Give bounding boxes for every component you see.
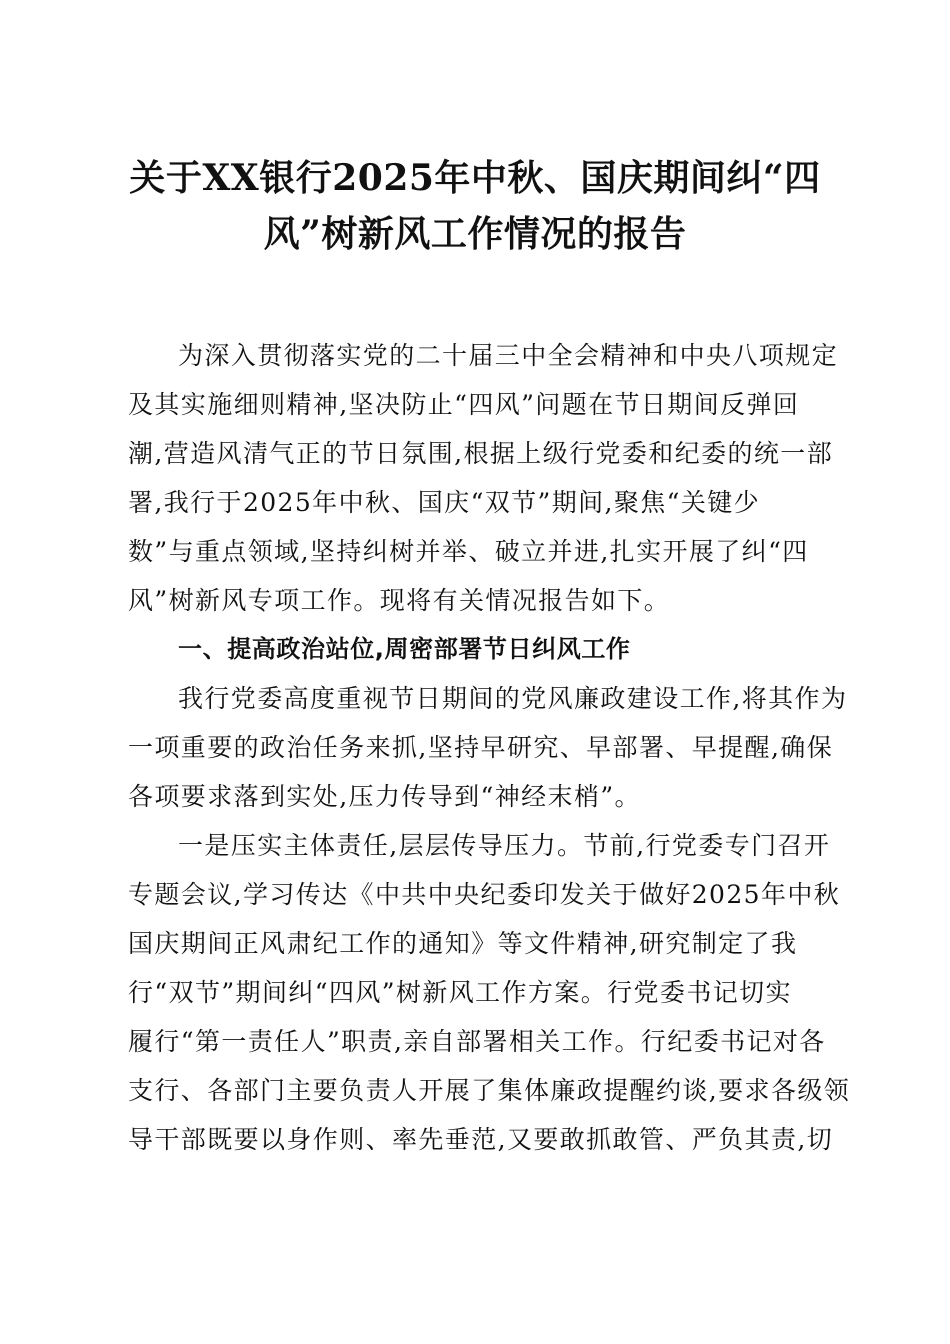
title-line-1: 关于XX银行2025年中秋、国庆期间纠“四 <box>129 157 821 199</box>
section-heading-1: 一、提高政治站位,周密部署节日纠风工作 <box>178 635 631 663</box>
paragraph-3-line-7: 导干部既要以身作则、率先垂范,又要敢抓敢管、严负其责,切 <box>128 1125 834 1154</box>
paragraph-3-line-4: 行“双节”期间纠“四风”树新风工作方案。行党委书记切实 <box>128 978 792 1007</box>
document-title <box>120 150 830 262</box>
paragraph-2-line-1: 我行党委高度重视节日期间的党风廉政建设工作,将其作为 <box>178 684 848 713</box>
paragraph-1-line-2: 及其实施细则精神,坚决防止“四风”问题在节日期间反弹回 <box>128 390 800 419</box>
paragraph-3-line-2: 专题会议,学习传达《中共中央纪委印发关于做好2025年中秋 <box>128 880 841 909</box>
paragraph-3-line-1: 一是压实主体责任,层层传导压力。节前,行党委专门召开 <box>178 831 831 860</box>
paragraph-2-line-2: 一项重要的政治任务来抓,坚持早研究、早部署、早提醒,确保 <box>128 733 834 762</box>
paragraph-2-line-3: 各项要求落到实处,压力传导到“神经末梢”。 <box>128 782 641 811</box>
paragraph-1-line-5: 数”与重点领域,坚持纠树并举、破立并进,扎实开展了纠“四 <box>128 537 809 566</box>
paragraph-1-line-1: 为深入贯彻落实党的二十届三中全会精神和中央八项规定 <box>178 341 839 370</box>
paragraph-3-line-5: 履行“第一责任人”职责,亲自部署相关工作。行纪委书记对各 <box>128 1027 826 1056</box>
document-body <box>128 331 851 1164</box>
paragraph-3-line-6: 支行、各部门主要负责人开展了集体廉政提醒约谈,要求各级领 <box>128 1076 851 1105</box>
title-line-2: 风”树新风工作情况的报告 <box>263 213 687 255</box>
paragraph-1-line-4: 署,我行于2025年中秋、国庆“双节”期间,聚焦“关键少 <box>128 488 761 517</box>
paragraph-1-line-3: 潮,营造风清气正的节日氛围,根据上级行党委和纪委的统一部 <box>128 439 834 468</box>
paragraph-1-line-6: 风”树新风专项工作。现将有关情况报告如下。 <box>128 586 671 615</box>
paragraph-3-line-3: 国庆期间正风肃纪工作的通知》等文件精神,研究制定了我 <box>128 929 798 958</box>
